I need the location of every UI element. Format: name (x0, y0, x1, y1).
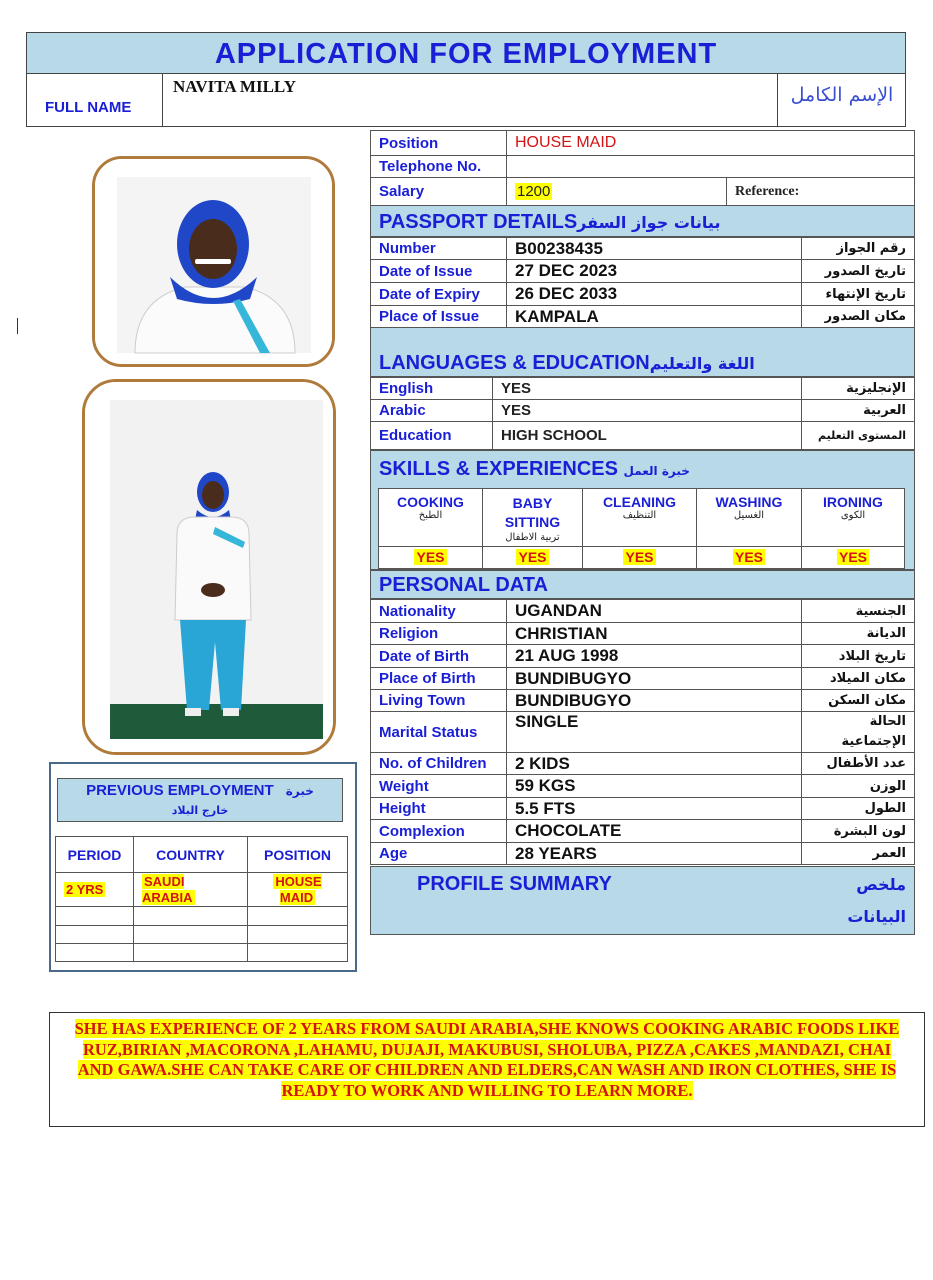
telephone-value (507, 156, 915, 178)
reference-label: Reference: (727, 178, 915, 206)
position-header: POSITION (248, 837, 348, 873)
passport-title-ar: بيانات جواز السفر (577, 213, 721, 232)
skill-ironing-name: IRONING (823, 494, 883, 510)
profile-summary-title-ar-2: البيانات (847, 907, 906, 926)
passport-number-ar: رقم الجواز (802, 238, 915, 260)
skill-cooking (379, 489, 483, 547)
passport-number-label: Number (371, 238, 507, 260)
marital-status-value: SINGLE (507, 712, 802, 753)
empty-cell (56, 907, 134, 926)
complexion-label: Complexion (371, 820, 507, 843)
expiry-date-ar: تاريخ الإنتهاء (802, 283, 915, 306)
religion-ar: الديانة (802, 623, 915, 645)
salary-cell (507, 178, 727, 206)
arabic-ar: العربية (802, 400, 915, 422)
complexion-value: CHOCOLATE (507, 820, 802, 843)
previous-period-cell (56, 873, 134, 907)
skill-washing-cell (697, 547, 802, 569)
weight-label: Weight (371, 775, 507, 798)
personal-section-header (370, 570, 915, 599)
telephone-label: Telephone No. (371, 156, 507, 178)
skill-washing-name: WASHING (715, 494, 783, 510)
personal-table (370, 599, 915, 865)
skills-table (378, 488, 905, 569)
skills-header (379, 451, 914, 489)
skill-cooking-cell (379, 547, 483, 569)
children-ar: عدد الأطفال (802, 753, 915, 775)
previous-employment-box (49, 762, 357, 972)
previous-employment-header (57, 778, 343, 822)
skill-cooking-ar: الطبخ (418, 510, 443, 521)
experience-summary-text: SHE HAS EXPERIENCE OF 2 YEARS FROM SAUDI ARABIA,SHE KNOWS COOKING ARABIC FOODS LIKE RUZ,BIRIAN ,MACORONA ,LAHAMU, DUJAJI, MAKUBUSI, SHOLUBA, PIZZA ,CAKES ,MANDAZI, CHAI AND GAWA.SHE CAN TAKE CARE OF CHILDREN AND ELDERS,CAN WASH AND IRON CLOTHES, SHE IS READY TO WORK AND WILLING TO LEARN MORE. (74, 1019, 900, 1100)
children-value: 2 KIDS (507, 753, 802, 775)
english-value: YES (493, 378, 802, 400)
living-town-value: BUNDIBUGYO (507, 690, 802, 712)
salary-label: Salary (371, 178, 507, 206)
skill-ironing-cell (802, 547, 905, 569)
country-header: COUNTRY (134, 837, 248, 873)
full-name-value: NAVITA MILLY (173, 77, 296, 96)
place-of-issue-value: KAMPALA (507, 306, 802, 328)
personal-title: PERSONAL DATA (379, 574, 548, 596)
headshot-photo (92, 156, 335, 367)
nationality-ar: الجنسية (802, 600, 915, 623)
profile-summary-title: PROFILE SUMMARY (417, 873, 612, 895)
place-of-issue-ar: مكان الصدور (802, 306, 915, 328)
skill-ironing-value: YES (838, 549, 867, 565)
marital-status-ar: الحالة الإجتماعية (802, 712, 915, 753)
skill-baby-sitting-value: YES (518, 549, 547, 565)
marital-status-label: Marital Status (371, 712, 507, 753)
skill-ironing (802, 489, 905, 547)
skill-washing (697, 489, 802, 547)
issue-date-ar: تاريخ الصدور (802, 260, 915, 283)
religion-label: Religion (371, 623, 507, 645)
job-info-table (370, 130, 915, 206)
languages-title: LANGUAGES & EDUCATION (379, 352, 650, 374)
headshot-illustration (95, 159, 332, 364)
age-value: 28 YEARS (507, 843, 802, 865)
pob-ar: مكان الميلاد (802, 668, 915, 690)
skills-title: SKILLS & EXPERIENCES (379, 458, 618, 480)
previous-country-cell (134, 873, 248, 907)
previous-position-cell (248, 873, 348, 907)
full-body-illustration (85, 382, 333, 752)
empty-cell (248, 944, 348, 962)
page-title: APPLICATION FOR EMPLOYMENT (26, 32, 906, 74)
expiry-date-label: Date of Expiry (371, 283, 507, 306)
skill-baby-sitting-cell (483, 547, 583, 569)
languages-table (370, 377, 915, 450)
passport-number-value: B00238435 (507, 238, 802, 260)
full-name-label: FULL NAME (27, 73, 163, 126)
place-of-issue-label: Place of Issue (371, 306, 507, 328)
skill-cooking-value: YES (416, 549, 445, 565)
pob-value: BUNDIBUGYO (507, 668, 802, 690)
education-label: Education (371, 422, 493, 450)
skill-cleaning-ar: التنظيف (622, 510, 657, 521)
age-label: Age (371, 843, 507, 865)
position-value: HOUSE MAID (507, 131, 915, 156)
previous-period-value: 2 YRS (66, 882, 104, 897)
age-ar: العمر (802, 843, 915, 865)
issue-date-label: Date of Issue (371, 260, 507, 283)
empty-cell (248, 926, 348, 944)
children-label: No. of Children (371, 753, 507, 775)
issue-date-value: 27 DEC 2023 (507, 260, 802, 283)
living-town-ar: مكان السكن (802, 690, 915, 712)
skill-cleaning-name: CLEANING (602, 494, 677, 510)
empty-cell (248, 907, 348, 926)
empty-cell (56, 944, 134, 962)
previous-employment-title: PREVIOUS EMPLOYMENT (86, 782, 274, 799)
passport-section-header (370, 205, 915, 237)
text-cursor (17, 318, 18, 334)
previous-employment-title-ar-2: خارج البلاد (171, 804, 229, 817)
height-label: Height (371, 798, 507, 820)
english-label: English (371, 378, 493, 400)
education-value: HIGH SCHOOL (493, 422, 802, 450)
skill-baby-sitting-ar: تربية الاطفال (505, 532, 560, 543)
full-name-row (26, 73, 906, 127)
skill-cleaning-value: YES (625, 549, 654, 565)
dob-ar: تاريخ البلاد (802, 645, 915, 668)
weight-value: 59 KGS (507, 775, 802, 798)
profile-summary-title-ar-1: ملخص (856, 875, 906, 894)
arabic-value: YES (493, 400, 802, 422)
nationality-label: Nationality (371, 600, 507, 623)
salary-value: 1200 (517, 183, 551, 200)
skills-title-ar: خبرة العمل (623, 464, 690, 478)
previous-position-value: HOUSE MAID (275, 873, 322, 905)
nationality-value: UGANDAN (507, 600, 802, 623)
skill-washing-value: YES (734, 549, 763, 565)
dob-label: Date of Birth (371, 645, 507, 668)
position-label: Position (371, 131, 507, 156)
passport-title: PASSPORT DETAILS (379, 211, 578, 233)
full-body-photo (82, 379, 336, 755)
skill-baby-sitting (483, 489, 583, 547)
period-header: PERIOD (56, 837, 134, 873)
english-ar: الإنجليزية (802, 378, 915, 400)
previous-country-value: SAUDI ARABIA (142, 873, 193, 905)
skill-cleaning-cell (583, 547, 697, 569)
empty-cell (134, 944, 248, 962)
skill-baby-sitting-name: BABY SITTING (504, 495, 561, 530)
previous-employment-table (55, 836, 348, 962)
pob-label: Place of Birth (371, 668, 507, 690)
previous-employment-title-ar-1: خبرة (285, 784, 314, 798)
living-town-label: Living Town (371, 690, 507, 712)
religion-value: CHRISTIAN (507, 623, 802, 645)
empty-cell (134, 926, 248, 944)
passport-table (370, 237, 915, 328)
complexion-ar: لون البشرة (802, 820, 915, 843)
height-value: 5.5 FTS (507, 798, 802, 820)
empty-cell (56, 926, 134, 944)
height-ar: الطول (802, 798, 915, 820)
languages-section-header (370, 327, 915, 377)
expiry-date-value: 26 DEC 2033 (507, 283, 802, 306)
experience-summary-box (49, 1012, 925, 1127)
weight-ar: الوزن (802, 775, 915, 798)
education-ar: المستوى التعليم (802, 422, 915, 450)
dob-value: 21 AUG 1998 (507, 645, 802, 668)
arabic-label: Arabic (371, 400, 493, 422)
languages-title-ar: اللغة والتعليم (649, 354, 755, 373)
skill-cooking-name: COOKING (397, 494, 464, 510)
skill-washing-ar: الغسيل (733, 510, 765, 521)
empty-cell (134, 907, 248, 926)
skill-ironing-ar: الكوى (840, 510, 866, 521)
profile-summary-header (370, 866, 915, 935)
skill-cleaning (583, 489, 697, 547)
full-name-label-ar: الإسم الكامل (777, 73, 906, 126)
